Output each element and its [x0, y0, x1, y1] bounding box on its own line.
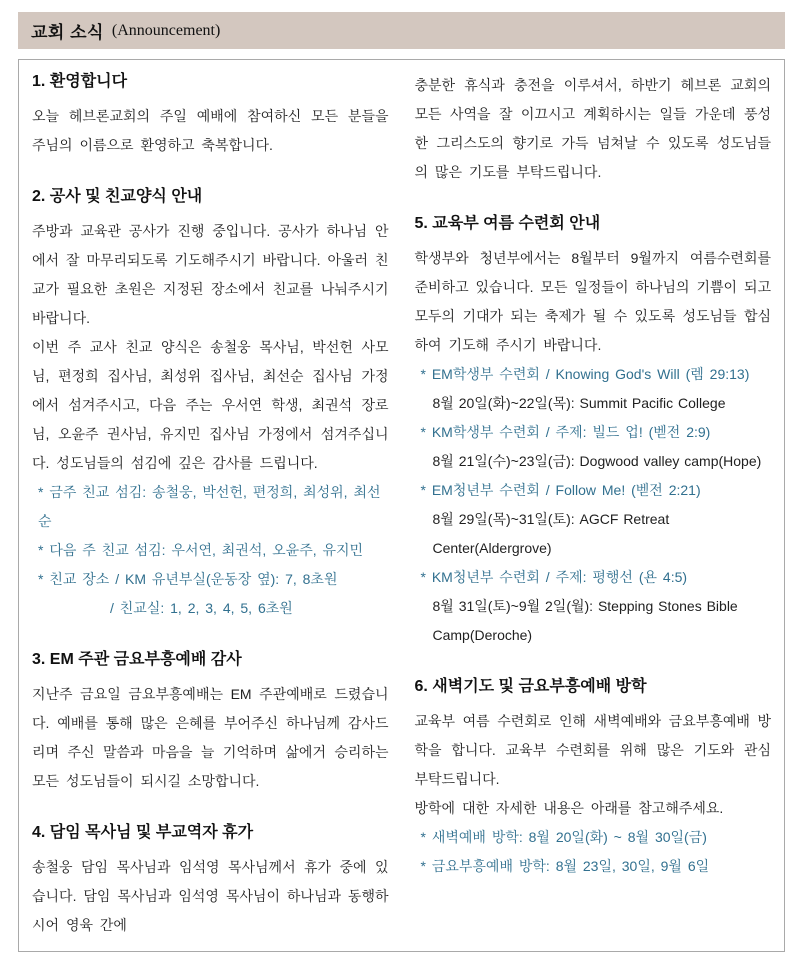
pastor-vacation-paragraph: 송철웅 담임 목사님과 임석영 목사님께서 휴가 중에 있습니다. 담임 목사님과 임석영 목사님이 하나님과 동행하시어 영육 간에	[32, 859, 389, 933]
section-summer-retreat	[415, 213, 772, 650]
section-construction-title: 2. 공사 및 친교양식 안내	[32, 188, 203, 205]
right-column	[415, 71, 772, 940]
fellowship-this-week-note: * 금주 친교 섬김: 송철웅, 박선헌, 편정희, 최성위, 최선순	[38, 484, 381, 529]
retreat-em-youth-label: * EM청년부 수련회 / Follow Me! (벧전 2:21)	[420, 482, 701, 498]
section-welcome	[32, 71, 389, 160]
service-break-paragraph-2: 방학에 대한 자세한 내용은 아래를 참고해주세요.	[414, 800, 724, 816]
fellowship-location-note: * 친교 장소 / KM 유년부실(운동장 옆): 7, 8초원	[38, 571, 338, 587]
em-friday-paragraph: 지난주 금요일 금요부흥예배는 EM 주관예배로 드렸습니다. 예배를 통해 많은 은혜를 부어주신 하나님께 감사드리며 주신 말씀과 마음을 늘 기억하며 삶에거 승리하는 모든 성도님들이 되시길 소망합니다.	[32, 686, 389, 789]
retreat-km-youth-detail: 8월 31일(토)~9월 2일(월): Stepping Stones Bible Camp(Deroche)	[432, 598, 738, 643]
retreat-km-youth-label: * KM청년부 수련회 / 주제: 평행선 (욘 4:5)	[420, 569, 688, 585]
announcement-header	[18, 12, 785, 49]
pastor-vacation-continued-paragraph: 충분한 휴식과 충전을 이루셔서, 하반기 헤브론 교회의 모든 사역을 잘 이끄시고 계획하시는 일들 가운데 풍성한 그리스도의 향기로 가득 넘쳐날 수 있도록 성도님들의 많은 기도를 부탁드립니다.	[414, 77, 771, 180]
fellowship-room-note: / 친교실: 1, 2, 3, 4, 5, 6초원	[110, 600, 293, 616]
header-title-english: (Announcement)	[111, 21, 221, 39]
section-summer-retreat-title: 5. 교육부 여름 수련회 안내	[414, 215, 601, 232]
section-construction-fellowship	[32, 186, 389, 623]
dawn-service-break-note: * 새벽예배 방학: 8월 20일(화) ~ 8월 30일(금)	[420, 829, 707, 845]
section-welcome-paragraph: 오늘 헤브론교회의 주일 예배에 참여하신 모든 분들을 주님의 이름으로 환영하고 축복합니다.	[32, 108, 389, 153]
construction-paragraph-1: 주방과 교육관 공사가 진행 중입니다. 공사가 하나님 안에서 잘 마무리되도록 기도해주시기 바랍니다. 아울러 친교가 필요한 초원은 지정된 장소에서 친교를 나눠주시기 바랍니다.	[32, 223, 389, 326]
section-pastor-vacation-continued	[415, 71, 772, 187]
section-pastor-vacation-title: 4. 담임 목사님 및 부교역자 휴가	[32, 824, 254, 841]
section-em-friday-title: 3. EM 주관 금요부흥예배 감사	[32, 651, 242, 668]
section-service-break-title: 6. 새벽기도 및 금요부흥예배 방학	[414, 678, 647, 695]
retreat-em-youth-detail: 8월 29일(목)~31일(토): AGCF Retreat Center(Aldergrove)	[432, 511, 670, 556]
retreat-km-students-detail: 8월 21일(수)~23일(금): Dogwood valley camp(Hope)	[432, 453, 762, 469]
retreat-em-students-detail: 8월 20일(화)~22일(목): Summit Pacific College	[432, 395, 726, 411]
retreat-km-students-label: * KM학생부 수련회 / 주제: 빌드 업! (벧전 2:9)	[420, 424, 711, 440]
construction-paragraph-2: 이번 주 교사 친교 양식은 송철웅 목사님, 박선헌 사모님, 편정희 집사님, 최성위 집사님, 최선순 집사님 가정에서 섬겨주시고, 다음 주는 우서연 학생, 최권석 장로님, 오윤주 권사님, 유지민 집사님 가정에서 섬겨주십니다. 성도님들의 섬김에 깊은 감사를 드립니다.	[32, 339, 389, 471]
section-service-break	[415, 676, 772, 881]
header-title-korean: 교회 소식	[31, 23, 104, 42]
retreat-em-students-label: * EM학생부 수련회 / Knowing God's Will (렘 29:13)	[420, 366, 750, 382]
service-break-paragraph-1: 교육부 여름 수련회로 인해 새벽예배와 금요부흥예배 방학을 합니다. 교육부 수련회를 위해 많은 기도와 관심 부탁드립니다.	[414, 713, 771, 787]
left-column	[32, 71, 389, 940]
announcement-body	[18, 59, 785, 952]
section-em-friday-service	[32, 649, 389, 796]
fellowship-next-week-note: * 다음 주 친교 섬김: 우서연, 최권석, 오윤주, 유지민	[38, 542, 364, 558]
friday-service-break-note: * 금요부흥예배 방학: 8월 23일, 30일, 9월 6일	[420, 858, 710, 874]
section-pastor-vacation	[32, 822, 389, 940]
section-welcome-title: 1. 환영합니다	[32, 73, 128, 90]
summer-retreat-paragraph: 학생부와 청년부에서는 8월부터 9월까지 여름수련회를 준비하고 있습니다. 모든 일정들이 하나님의 기쁨이 되고 모두의 기대가 되는 축제가 될 수 있도록 성도님들 합심하여 기도해 주시기 바랍니다.	[414, 250, 771, 353]
